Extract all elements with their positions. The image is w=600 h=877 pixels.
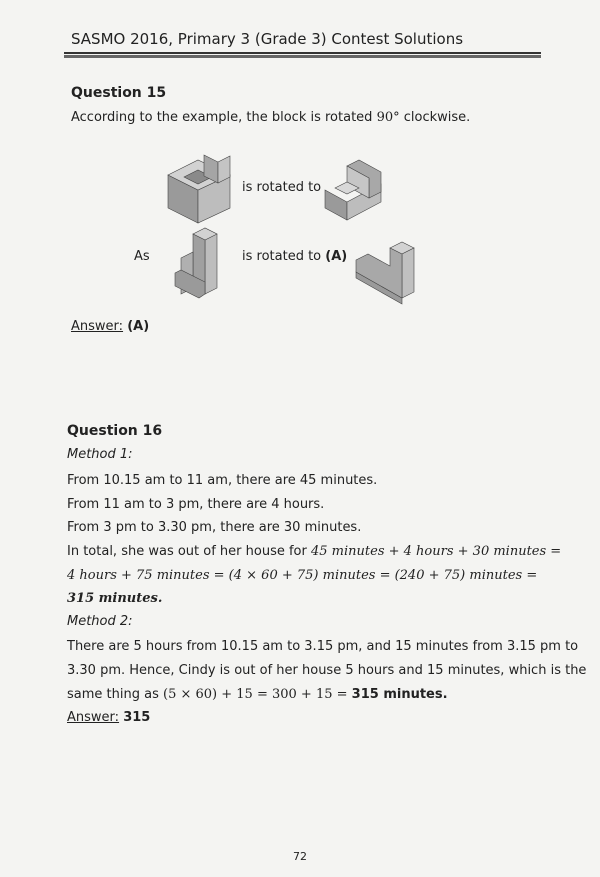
m1-line-5: 4 hours + 75 minutes = (4 × 60 + 75) minutes = (240 + 75) minutes =	[67, 568, 538, 583]
q16-answer: Answer: 315	[67, 710, 151, 725]
header-rule	[64, 52, 541, 54]
q16-answer-value: 315	[123, 710, 151, 725]
q15-intro: According to the example, the block is rotated 90° clockwise.	[71, 110, 471, 125]
question-block	[175, 228, 225, 298]
method-2-heading: Method 2:	[67, 614, 133, 629]
option-a-label: (A)	[325, 249, 348, 264]
m1-line-3: From 3 pm to 3.30 pm, there are 30 minutes.	[67, 520, 362, 535]
question-15-title: Question 15	[71, 85, 167, 101]
is-rotated-to-a-label: is rotated to (A)	[242, 249, 348, 264]
m2-line-2: 3.30 pm. Hence, Cindy is out of her house 5 hours and 15 minutes, which is the	[67, 663, 587, 678]
q15-answer: Answer: (A)	[71, 319, 150, 334]
page-header: SASMO 2016, Primary 3 (Grade 3) Contest Solutions	[71, 30, 464, 48]
example-block-after	[325, 158, 383, 220]
m2-line-1: There are 5 hours from 10.15 am to 3.15 pm, and 15 minutes from 3.15 pm to	[67, 639, 579, 654]
m1-line-2: From 11 am to 3 pm, there are 4 hours.	[67, 497, 325, 512]
m2-line-3: same thing as (5 × 60) + 15 = 300 + 15 = 315 minutes.	[67, 687, 448, 702]
method-1-heading: Method 1:	[67, 447, 133, 462]
header-rule-thick	[64, 55, 541, 58]
m1-line-1: From 10.15 am to 11 am, there are 45 minutes.	[67, 473, 378, 488]
m1-line-4: In total, she was out of her house for 45 minutes + 4 hours + 30 minutes =	[67, 544, 562, 559]
question-16-title: Question 16	[67, 423, 163, 439]
option-a-block	[356, 242, 414, 304]
m1-line-6: 315 minutes.	[67, 591, 163, 606]
is-rotated-to-label: is rotated to	[242, 180, 322, 195]
angle-value: 90°	[376, 110, 400, 125]
example-block-before	[168, 155, 238, 223]
as-label: As	[134, 249, 150, 264]
page-number: 72	[293, 850, 307, 863]
q15-answer-value: (A)	[127, 319, 150, 334]
